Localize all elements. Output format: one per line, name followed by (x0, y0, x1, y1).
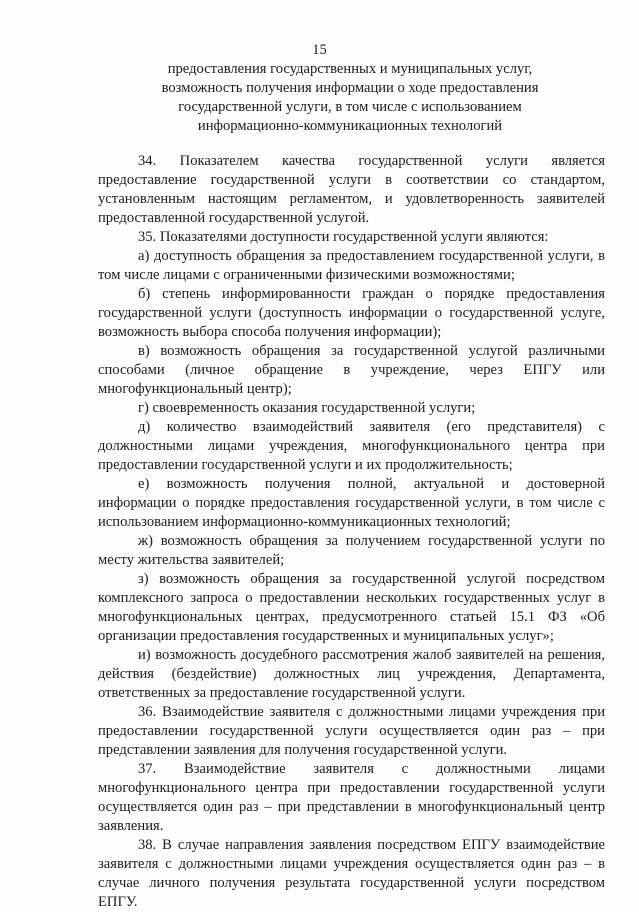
list-item-b: б) степень информированности граждан о порядке предоставления государственной услуги (доступность информации о государственной услуге, возможность выбора способа получения информации); (98, 286, 605, 340)
list-item-z: з) возможность обращения за государственной услугой посредством комплексного запроса о предоставлении нескольких государственных услуг в многофункциональных центрах, предусмотренного статьей 15.1 ФЗ «Об организации предоставления государственных и муниципальных услуг»; (98, 571, 605, 644)
heading-line: возможность получения информации о ходе предоставления (161, 80, 539, 96)
list-item-a: а) доступность обращения за предоставлением государственной услуги, в том числе лицами с ограниченными физическими возможностями; (98, 248, 605, 283)
list-item-v: в) возможность обращения за государственной услугой различными способами (личное обращение в учреждение, через ЕПГУ или многофункциональный центр); (98, 343, 605, 397)
list-item-e: е) возможность получения полной, актуальной и достоверной информации о порядке предоставления государственной услуги, в том числе с использованием информационно-коммуникационных технологий; (98, 476, 605, 530)
list-item-zh: ж) возможность обращения за получением государственной услуги по месту жительства заявителей; (98, 533, 605, 568)
list-item-i: и) возможность досудебного рассмотрения жалоб заявителей на решения, действия (бездействие) должностных лиц учреждения, Департамента, ответственных за предоставление государственной услуги. (98, 647, 605, 701)
paragraph-37: 37. Взаимодействие заявителя с должностными лицами многофункционального центра при предоставлении государственной услуги осуществляется один раз – при представлении в многофункциональный центр заявления. (98, 761, 605, 834)
document-body (98, 152, 605, 912)
paragraph-35: 35. Показателями доступности государственной услуги являются: (138, 229, 549, 245)
section-heading (100, 60, 600, 136)
heading-line: государственной услуги, в том числе с использованием (178, 99, 522, 115)
list-item-d: д) количество взаимодействий заявителя (его представителя) с должностными лицами учреждения, многофункционального центра при предоставлении государственной услуги и их продолжительность; (98, 419, 605, 473)
heading-line: предоставления государственных и муниципальных услуг, (167, 61, 533, 77)
paragraph-34: 34. Показателем качества государственной услуги является предоставление государственной услуги в соответствии со стандартом, установленным настоящим регламентом, и удовлетворенность заявителей предоставленной государственной услугой. (98, 153, 605, 226)
page-number: 15 (312, 42, 327, 58)
list-item-g: г) своевременность оказания государственной услуги; (138, 400, 476, 416)
paragraph-38: 38. В случае направления заявления посредством ЕПГУ взаимодействие заявителя с должностными лицами учреждения осуществляется один раз – в случае личного получения результата государственной услуги посредством ЕПГУ. (98, 837, 605, 910)
heading-line: информационно-коммуникационных технологий (197, 118, 503, 134)
paragraph-36: 36. Взаимодействие заявителя с должностными лицами учреждения при предоставлении государственной услуги осуществляется один раз – при представлении заявления для получения государственной услуги. (98, 704, 605, 758)
